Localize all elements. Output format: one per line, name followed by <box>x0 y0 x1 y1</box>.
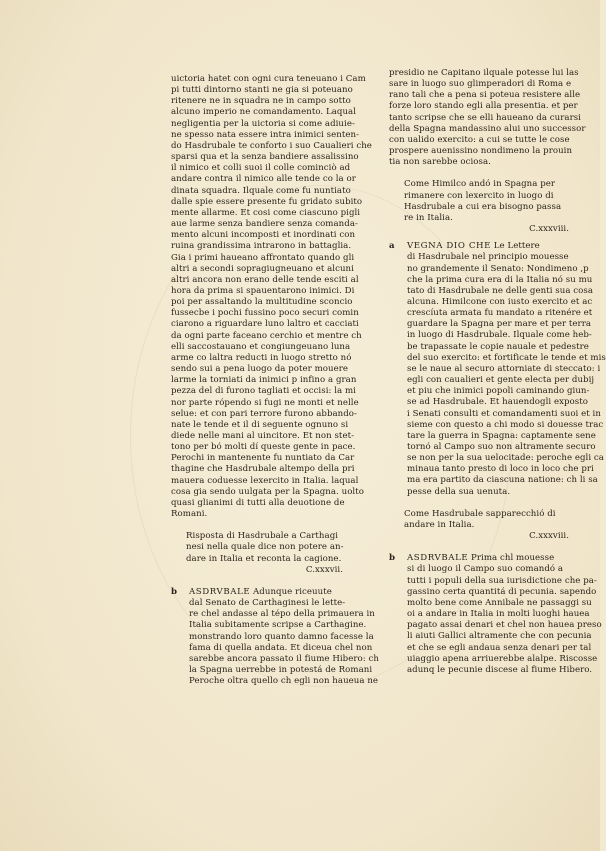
text-line: rano tali che a pena si poteua resistere alle <box>389 90 581 101</box>
text-line: quasi glianimi di tutti alla deuotione de <box>171 497 345 508</box>
text-line: negligentia per la uictoria si come adiuie- <box>171 118 355 129</box>
text-line: nesi nella quale dice non potere an- <box>186 542 344 553</box>
text-line: uiaggio apena arriuerebbe alalpe. Riscosse <box>407 653 598 664</box>
text-line: nor parte rópendo si fugi ne monti et nelle <box>171 397 359 408</box>
text-line: crescíuta armata fu mandato a ritenére et <box>407 308 593 319</box>
right-rubric-2 <box>389 509 573 531</box>
text-line: elli saccostauano et congiungeuano luna <box>171 341 351 352</box>
opening-words: Le Lettere <box>491 241 540 252</box>
text-line: i Senati consulti et comandamenti suoi et in <box>407 408 601 419</box>
text-line: sparsi qua et la senza bandiere assalissino <box>171 152 359 163</box>
text-line: aue larme senza bandiere senza comanda- <box>171 219 358 230</box>
right-paragraph-1 <box>389 68 586 168</box>
drop-caps-word: ASDRVBALE <box>407 553 469 564</box>
text-line: il nimico et colli suoi il colle cominciò ad <box>171 163 351 174</box>
text-line: ma era partito da ciascuna natione: ch li sa <box>407 475 598 486</box>
text-line: molto bene come Annibale ne passaggi su <box>407 597 592 608</box>
text-line: no grandemente il Senato: Nondimeno ,p <box>407 263 589 274</box>
text-line: tanto scripse che se elli haueano da curarsi <box>389 112 581 123</box>
text-line: pesse della sua uenuta. <box>407 486 511 497</box>
text-line: guardare la Spagna per mare et per terra <box>407 319 592 330</box>
text-line: altri ancora non erano delle tende esciti al <box>171 274 359 285</box>
text-line: cosa gia sendo uulgata per la Spagna. uolto <box>171 486 364 497</box>
section-marker: b <box>171 586 178 597</box>
text-line: della Spagna mandassino alui uno successor <box>389 123 586 134</box>
text-line: ciarono a riguardare luno laltro et cacciati <box>171 319 359 330</box>
text-line: altri a secondi sopragiugneuano et alcuni <box>171 263 354 274</box>
text-line: prospere auenissino nondimeno la prouin <box>389 146 573 157</box>
left-paragraph-2 <box>171 598 379 687</box>
text-line: con ualido exercito: a cui se tutte le cose <box>389 134 570 145</box>
text-line: adunq le pecunie discese al fiume Hibero. <box>407 664 593 675</box>
text-line: sarebbe ancora passato il fiume Hibero: ch <box>189 653 379 664</box>
right-paragraph-3 <box>389 564 602 676</box>
text-line: dalle spie essere presente fu gridato subito <box>171 196 363 207</box>
text-line: ruina grandissima intrarono in battaglia. <box>171 241 352 252</box>
text-line: re chel andasse al tépo della primauera in <box>189 609 375 620</box>
drop-caps-word: VEGNA DIO CHE <box>407 241 492 252</box>
right-rubric-1 <box>389 179 573 224</box>
text-line: nate le tende et il di seguente ognuno si <box>171 419 349 430</box>
text-line: andare in Italia. <box>404 519 475 530</box>
text-line: et piu che inimici popoli caminando giun- <box>407 386 590 397</box>
text-line: presidio ne Capitano ilquale potesse lui las <box>389 68 579 78</box>
text-line: Hasdrubale a cui era bisogno passa <box>404 201 562 212</box>
text-line: oi a andare in Italia in molti luoghi hauea <box>407 609 590 620</box>
text-line: sare in luogo suo glimperadori di Roma e <box>389 79 572 90</box>
text-line: la Spagna uerrebbe in potestá de Romani <box>189 664 373 675</box>
text-line: Romani. <box>171 509 208 520</box>
text-line: dal Senato de Carthaginesi le lette- <box>189 598 346 609</box>
left-rubric <box>171 531 347 564</box>
text-line: Perochi in mantenente fu nuntiato da Car <box>171 453 355 464</box>
text-line: se le naue al securo attorniate di steccato: i <box>407 363 601 374</box>
text-line: sieme con questo a chi modo si douesse trac <box>407 419 604 430</box>
text-line: alcuna. Himilcone con iusto exercito et ac <box>407 296 593 307</box>
right-rubric-1-chapter: C.xxxviii. <box>529 224 569 235</box>
text-line: si di luogo il Campo suo comandó a <box>407 564 564 575</box>
text-line: alcuno imperio ne comandamento. Laqual <box>171 107 357 118</box>
text-line: fussecbe i pochi fussino poco securi comin <box>171 308 359 319</box>
text-line: be trapassate le copie nauale et pedestre <box>407 341 589 352</box>
left-paragraph-1 <box>171 74 372 520</box>
text-line: arme co laltra reducti in luogo stretto nó <box>171 352 352 363</box>
text-line: tornó al Campo suo non altramente securo <box>407 442 596 452</box>
text-line: mauera coduesse lexercito in Italia. laqual <box>171 475 359 486</box>
text-line: tutti i populi della sua iurisdictione che pa- <box>407 575 597 586</box>
left-rubric-chapter: C.xxxvii. <box>305 564 343 575</box>
text-line: Come Himilco andó in Spagna per <box>404 179 556 190</box>
right-paragraph-2-opening <box>389 241 573 252</box>
text-line: che la prima cura era di la Italia nó su mu <box>407 274 593 285</box>
text-line: et che se egli andaua senza denari per tal <box>407 642 592 653</box>
text-line: dare in Italia et reconta la cagione. <box>186 553 342 564</box>
text-line: mente allarme. Et cosi come ciascuno pigli <box>171 207 361 218</box>
text-line: Gia i primi haueano affrontato quando gli <box>171 252 355 263</box>
text-line: ritenere ne in squadra ne in campo sotto <box>171 96 351 107</box>
text-line: pagato assai denari et chel non hauea preso <box>407 620 602 631</box>
section-marker: a <box>389 241 395 252</box>
text-line: Come Hasdrubale sapparecchió di <box>404 508 556 519</box>
text-line: diede nelle mani al uincitore. Et non stet- <box>171 431 355 441</box>
text-line: di Hasdrubale nel principio mouesse <box>407 252 569 263</box>
text-line: ne spesso nata essere intra inimici senten- <box>171 129 360 140</box>
text-line: gassino certa quantitá di pecunia. sapendo <box>407 586 597 597</box>
text-line: hora da prima si spauentarono inimici. Di <box>171 285 355 296</box>
opening-words: Prima chl mouesse <box>468 553 555 564</box>
right-paragraph-3-opening <box>389 553 573 564</box>
right-column <box>389 68 606 676</box>
text-line: da ogni parte faceano cerchio et mentre ch <box>171 330 362 341</box>
text-line: pi tutti dintorno stanti ne gia si poteuano <box>171 85 353 96</box>
text-line: in luogo di Hasdrubale. Ilquale come heb- <box>407 330 592 341</box>
text-line: larme la torniati da inimici p infino a gran <box>171 375 357 386</box>
drop-caps-word: ASDRVBALE <box>189 586 251 597</box>
text-line: dinata squadra. Ilquale come fu nuntiato <box>171 185 351 196</box>
text-line: Peroche oltra quello ch egli non haueua ne <box>189 676 379 687</box>
text-line: Risposta di Hasdrubale a Carthagi <box>186 531 339 542</box>
text-line: sendo sui a pena luogo da poter mouere <box>171 364 349 375</box>
text-line: do Hasdrubale te conforto i suo Caualieri che <box>171 140 372 151</box>
text-line: mento alcuni incomposti et inordinati con <box>171 230 356 241</box>
text-line: selue: et con pari terrore furono abbando- <box>171 408 357 419</box>
text-line: andare contra il nimico alle tende co la or <box>171 174 356 185</box>
left-paragraph-2-opening <box>171 587 347 598</box>
text-line: monstrando loro quanto damno facesse la <box>189 631 374 642</box>
text-line: rimanere con lexercito in luogo di <box>404 190 554 201</box>
text-line: tono per bó molti dí queste gente in pace. <box>171 442 356 453</box>
text-line: se ad Hasdrubale. Et hauendogli exposto <box>407 397 588 408</box>
right-paragraph-2 <box>389 252 606 497</box>
text-line: egli con caualieri et gente electa per dubij <box>407 375 595 386</box>
text-line: tia non sarebbe ociosa. <box>389 157 491 168</box>
text-line: minaua tanto presto di loco in loco che pri <box>407 464 594 475</box>
text-line: li aiuti Gallici altramente che con pecunia <box>407 631 592 642</box>
text-line: tare la guerra in Spagna: captamente sene <box>407 430 596 441</box>
text-line: forze loro stando egli alla presentia. et per <box>389 101 578 112</box>
text-line: re in Italia. <box>404 212 453 223</box>
right-rubric-2-chapter: C.xxxviii. <box>529 531 569 542</box>
text-line: pezza del di furono tagliati et occisi: la mi <box>171 386 356 397</box>
text-line: tato di Hasdrubale ne delle genti sua cosa <box>407 285 594 296</box>
left-column <box>171 74 379 687</box>
text-line: Italia subitamente scripse a Carthagine. <box>189 620 367 631</box>
text-line: fama di quella andata. Et diceua chel non <box>189 642 373 653</box>
text-line: se non per la sua uelocitade: peroche egli ca <box>407 453 604 464</box>
text-line: thagine che Hasdrubale altempo della pri <box>171 464 355 475</box>
opening-words: Adunque riceuute <box>250 586 332 597</box>
text-line: poi per assaltando la multitudine sconcio <box>171 297 353 308</box>
text-line: uictoria hatet con ogni cura teneuano i Cam <box>171 74 366 84</box>
text-line: del suo exercito: et fortificate le tende et mis <box>407 352 606 363</box>
section-marker: b <box>389 553 396 564</box>
